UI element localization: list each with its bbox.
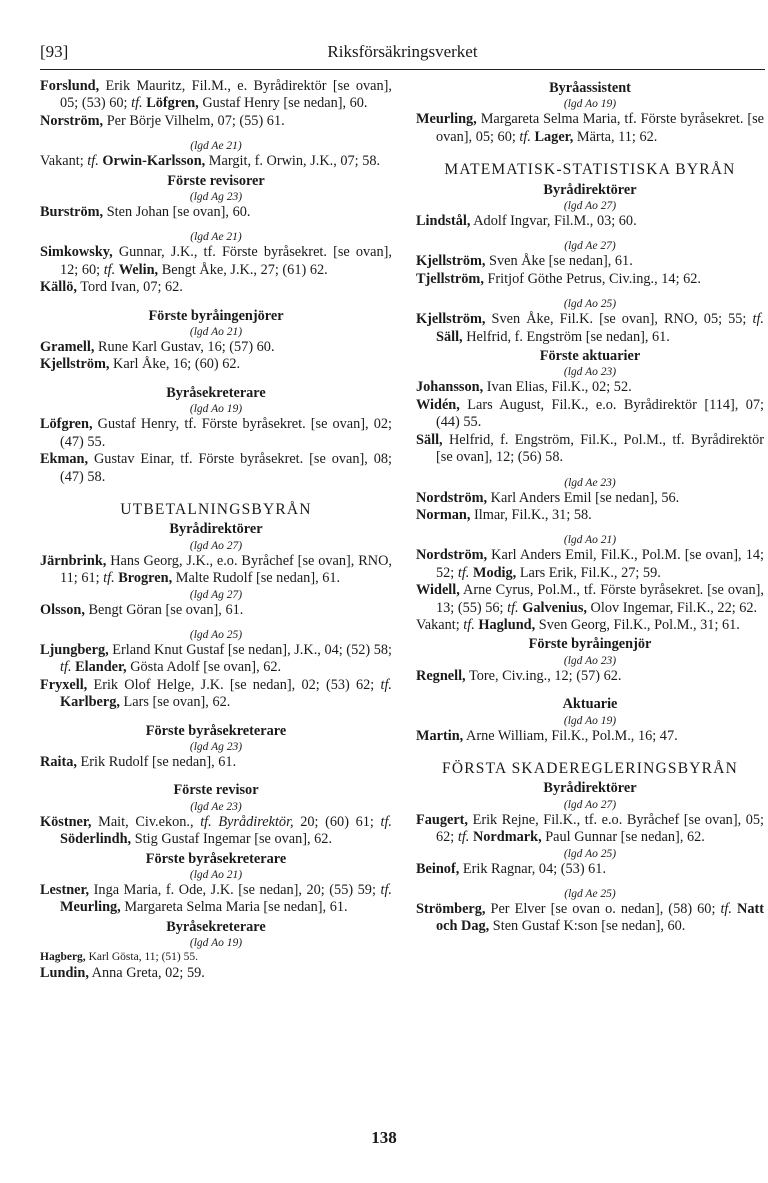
salary-grade: (lgd Ae 23)	[190, 800, 242, 813]
entry-details: Inga Maria, f. Ode, J.K. [se nedan], 20; (55) 59;	[89, 882, 381, 898]
entry-details: Lars Erik, Fil.K., 27; 59.	[516, 564, 661, 581]
person-name: Lestner,	[40, 882, 90, 898]
person-name: Hagberg,	[40, 951, 86, 964]
entry-details: Fritjof Göthe Petrus, Civ.ing., 14; 62.	[483, 270, 701, 287]
acting-marker: tf.	[507, 599, 519, 616]
personnel-entry	[40, 965, 392, 982]
spacer	[416, 685, 764, 694]
entry-details: Malte Rudolf [se nedan], 61.	[172, 570, 341, 587]
entry-details: Erik Ragnar, 04; (53) 61.	[459, 860, 607, 877]
running-title: Riksförsäkringsverket	[327, 42, 478, 61]
salary-grade: (lgd Ag 23)	[189, 191, 243, 204]
personnel-entry	[416, 507, 764, 524]
person-name: Norström,	[40, 112, 104, 129]
entry-details: Erik Rejne, Fil.K., tf. e.o. Byråchef [se ovan], 05; 62;	[436, 811, 764, 846]
spacer	[40, 619, 392, 628]
acting-marker: tf. Byrådirektör,	[200, 813, 294, 830]
person-name: Fryxell,	[40, 676, 88, 693]
position-heading: Byrådirektörer	[169, 521, 263, 538]
personnel-entry	[40, 950, 392, 965]
salary-grade: (lgd Ao 19)	[563, 98, 617, 111]
person-name: Simkowsky,	[40, 244, 113, 261]
entry-details: Anna Greta, 02; 59.	[88, 965, 205, 982]
person-name: Widén,	[416, 396, 460, 413]
person-name: Söderlindh,	[60, 831, 132, 848]
personnel-entry	[416, 271, 764, 288]
entry-details: Gustaf Henry, tf. Förste byråsekret. [se ovan], 02; (47) 55.	[60, 416, 392, 450]
entry-details: Sven Georg, Fil.K., Pol.M., 31; 61.	[535, 616, 740, 633]
entry-details: Per Elver [se ovan o. nedan], (58) 60;	[485, 901, 721, 917]
bureau-heading: UTBETALNINGSBYRÅN	[120, 500, 312, 518]
person-name: Martin,	[416, 727, 464, 744]
position-heading: Förste byråingenjörer	[148, 307, 284, 324]
person-name: Kjellström,	[416, 311, 486, 328]
personnel-entry	[416, 728, 764, 745]
salary-grade: (lgd Ae 23)	[564, 476, 616, 489]
entry-details: Tord Ivan, 07; 62.	[76, 279, 183, 296]
salary-grade: (lgd Ao 27)	[563, 200, 617, 213]
position-heading: Byråsekreterare	[166, 384, 266, 401]
entry-details: Ilmar, Fil.K., 31; 58.	[470, 506, 592, 523]
personnel-entry	[416, 668, 764, 685]
entry-details: Rune Karl Gustav, 16; (57) 60.	[94, 339, 275, 356]
person-name: Löfgren,	[40, 416, 93, 433]
salary-grade: (lgd Ag 23)	[189, 740, 243, 753]
personnel-entry	[416, 432, 764, 467]
personnel-entry	[416, 397, 764, 432]
personnel-entry	[40, 204, 392, 221]
entry-details: Sten Gustaf K:son [se nedan], 60.	[489, 918, 686, 935]
person-name: Gramell,	[40, 339, 95, 356]
person-name: Widell,	[416, 582, 460, 599]
entry-details: Hans Georg, J.K., e.o. Byråchef [se ovan], RNO, 11; 61;	[60, 552, 392, 587]
personnel-entry	[40, 279, 392, 296]
personnel-entry	[40, 78, 392, 113]
person-name: Raita,	[40, 753, 77, 770]
person-name: Forslund,	[40, 78, 100, 94]
position-heading: Byråsekreterare	[166, 918, 266, 935]
acting-marker: tf.	[457, 829, 470, 846]
position-heading: Byrådirektörer	[543, 780, 637, 797]
entry-details: Olov Ingemar, Fil.K., 22; 62.	[586, 599, 758, 616]
entry-details: Erland Knut Gustaf [se nedan], J.K., 04; (52) 58;	[108, 641, 392, 658]
entry-details: Per Börje Vilhelm, 07; (55) 61.	[103, 112, 285, 129]
person-name: Johansson,	[416, 379, 484, 396]
personnel-entry	[40, 814, 392, 849]
person-name: Nordmark,	[472, 829, 542, 846]
acting-marker: tf.	[380, 813, 393, 830]
position-heading: Byråassistent	[549, 80, 631, 96]
personnel-entry	[416, 311, 764, 346]
entry-details: Margit, f. Orwin, J.K., 07; 58.	[205, 153, 381, 170]
salary-grade: (lgd Ae 25)	[564, 888, 616, 900]
acting-marker: tf.	[131, 95, 143, 112]
entry-details: Gösta Adolf [se ovan], 62.	[126, 659, 282, 676]
personnel-entry	[416, 812, 764, 847]
entry-details: Erik Rudolf [se nedan], 61.	[76, 753, 237, 770]
person-name: Köstner,	[40, 813, 92, 830]
personnel-entry	[40, 339, 392, 356]
left-column	[40, 78, 392, 983]
personnel-entry	[416, 213, 764, 230]
acting-marker: tf.	[103, 261, 116, 278]
entry-details: Tore, Civ.ing., 12; (57) 62.	[465, 667, 622, 684]
entry-details: Paul Gunnar [se nedan], 62.	[541, 829, 705, 846]
entry-details: Lars [se ovan], 62.	[119, 694, 231, 711]
personnel-entry	[40, 244, 392, 279]
acting-marker: tf.	[60, 659, 72, 676]
person-name: Kjellström,	[40, 356, 110, 373]
salary-grade: (lgd Ao 23)	[563, 366, 617, 379]
acting-marker: tf.	[380, 676, 392, 693]
person-name: Nordström,	[416, 489, 488, 506]
salary-grade: (lgd Ae 27)	[564, 240, 616, 253]
person-name: Beinof,	[416, 860, 460, 877]
entry-details: Erik Olof Helge, J.K. [se nedan], 02; (53) 62;	[87, 676, 381, 693]
acting-marker: tf.	[103, 570, 115, 587]
entry-details: Margareta Selma Maria, tf. Förste byråsekret. [se ovan], 05; 60;	[436, 111, 764, 145]
entry-details: Vakant;	[40, 153, 88, 170]
salary-grade: (lgd Ao 27)	[563, 798, 617, 811]
salary-grade: (lgd Ag 27)	[189, 588, 243, 601]
position-heading: Förste revisor	[173, 782, 259, 799]
personnel-entry	[416, 617, 764, 634]
position-heading: Aktuarie	[562, 696, 618, 713]
position-heading: Förste byråsekreterare	[145, 722, 287, 739]
person-name: Meurling,	[60, 899, 121, 916]
entry-details: Karl Gösta, 11; (51) 55.	[85, 951, 199, 964]
personnel-entry	[416, 111, 764, 146]
acting-marker: tf.	[720, 901, 732, 917]
position-heading: Byrådirektörer	[543, 181, 637, 198]
spacer	[40, 130, 392, 139]
personnel-entry	[40, 416, 392, 451]
acting-marker: tf.	[87, 153, 99, 170]
person-name: Haglund,	[478, 616, 536, 633]
personnel-entry	[416, 582, 764, 617]
entry-details: Sven Åke [se nedan], 61.	[485, 253, 633, 270]
entry-details: Sten Johan [se ovan], 60.	[103, 204, 251, 221]
personnel-entry	[40, 451, 392, 486]
running-header	[40, 42, 765, 68]
entry-details: Arne William, Fil.K., Pol.M., 16; 47.	[463, 727, 678, 744]
person-name: Tjellström,	[416, 270, 484, 287]
personnel-entry	[40, 153, 392, 170]
entry-details: Karl Åke, 16; (60) 62.	[109, 356, 241, 373]
person-name: Karlberg,	[60, 694, 120, 711]
person-name: Nordström,	[416, 547, 488, 564]
personnel-entry	[416, 253, 764, 270]
position-heading: Förste aktuarier	[539, 348, 641, 365]
salary-grade: (lgd Ao 25)	[189, 628, 243, 641]
entry-details: Gunnar, J.K., tf. Förste byråsekret. [se ovan], 12; 60;	[60, 244, 392, 278]
header-rule	[40, 69, 765, 70]
acting-marker: tf.	[380, 882, 392, 898]
person-name: Olsson,	[40, 601, 85, 618]
entry-details: Ivan Elias, Fil.K., 02; 52.	[483, 379, 632, 396]
person-name: Galvenius,	[522, 599, 587, 616]
person-name: Strömberg,	[416, 901, 486, 917]
spacer	[416, 524, 764, 533]
entry-details: Helfrid, f. Engström, Fil.K., Pol.M., tf. Byrådirektör [se ovan], 12; (56) 58.	[436, 431, 764, 466]
entry-details: Vakant;	[416, 616, 464, 633]
salary-grade: (lgd Ao 25)	[563, 847, 617, 860]
entry-details: Karl Anders Emil [se nedan], 56.	[487, 489, 680, 506]
person-name: Lindstål,	[416, 213, 471, 230]
bureau-heading: FÖRSTA SKADEREGLERINGSBYRÅN	[442, 759, 738, 777]
person-name: Regnell,	[416, 667, 466, 684]
spacer	[416, 878, 764, 887]
spacer	[416, 288, 764, 297]
acting-marker: tf.	[457, 564, 470, 581]
entry-details: Märta, 11; 62.	[573, 128, 658, 145]
salary-grade: (lgd Ao 19)	[563, 714, 617, 727]
entry-details: Gustav Einar, tf. Förste byråsekret. [se ovan], 08; (47) 58.	[60, 451, 392, 485]
personnel-entry	[416, 379, 764, 396]
spacer	[416, 467, 764, 476]
spacer	[40, 221, 392, 230]
person-name: Faugert,	[416, 811, 469, 828]
person-name: Elander,	[75, 659, 127, 676]
position-heading: Förste revisorer	[167, 172, 265, 189]
entry-details: Gustaf Henry [se nedan], 60.	[198, 95, 368, 112]
person-name: Welin,	[118, 261, 159, 278]
person-name: Lundin,	[40, 965, 89, 982]
personnel-entry	[40, 677, 392, 712]
personnel-entry	[40, 754, 392, 771]
salary-grade: (lgd Ao 25)	[563, 298, 617, 311]
person-name: Brogren,	[118, 570, 173, 587]
spacer	[40, 374, 392, 383]
entry-details: Arne Cyrus, Pol.M., tf. Förste byråsekret. [se ovan], 13; (55) 56;	[436, 582, 764, 616]
spacer	[40, 712, 392, 721]
salary-grade: (lgd Ao 23)	[563, 654, 617, 667]
entry-details: Mait, Civ.ekon.,	[91, 813, 201, 830]
person-name: Källö,	[40, 279, 77, 296]
personnel-entry	[40, 113, 392, 130]
person-name: Kjellström,	[416, 253, 486, 270]
entry-details: Bengt Åke, J.K., 27; (61) 62.	[158, 261, 328, 278]
salary-grade: (lgd Ao 27)	[189, 539, 243, 552]
person-name: Säll,	[416, 431, 443, 448]
entry-details: Helfrid, f. Engström [se nedan], 61.	[462, 328, 670, 345]
entry-details: Bengt Göran [se ovan], 61.	[84, 601, 244, 618]
person-name: Lager,	[534, 128, 574, 145]
personnel-entry	[416, 861, 764, 878]
person-name: Säll,	[436, 328, 463, 345]
personnel-entry	[40, 602, 392, 619]
entry-details: 20; (60) 61;	[293, 813, 381, 830]
acting-marker: tf.	[752, 311, 764, 328]
person-name: Järnbrink,	[40, 552, 107, 569]
personnel-entry	[40, 553, 392, 588]
page-reference: [93]	[40, 42, 69, 61]
salary-grade: (lgd Ao 21)	[189, 326, 243, 339]
position-heading: Förste byråingenjör	[528, 636, 652, 653]
personnel-entry	[40, 882, 392, 917]
spacer	[40, 297, 392, 306]
salary-grade: (lgd Ae 21)	[190, 231, 242, 244]
spacer	[40, 771, 392, 780]
salary-grade: (lgd Ae 21)	[190, 140, 242, 153]
bureau-heading: MATEMATISK-STATISTISKA BYRÅN	[444, 161, 736, 179]
entry-details: Adolf Ingvar, Fil.M., 03; 60.	[470, 213, 637, 230]
salary-grade: (lgd Ao 21)	[189, 869, 243, 881]
entry-details: Lars August, Fil.K., e.o. Byrådirektör [114], 07; (44) 55.	[436, 396, 764, 431]
acting-marker: tf.	[463, 616, 475, 633]
personnel-entry	[40, 642, 392, 677]
person-name: Burström,	[40, 204, 104, 221]
person-name: Orwin-Karlsson,	[102, 153, 206, 170]
personnel-entry	[40, 356, 392, 373]
position-heading: Förste byråsekreterare	[145, 850, 287, 867]
entry-details: Sven Åke, Fil.K. [se ovan], RNO, 05; 55;	[485, 311, 753, 328]
page-number: 138	[371, 1128, 397, 1147]
right-column	[416, 78, 764, 936]
salary-grade: (lgd Ao 19)	[189, 937, 243, 950]
entry-details: Margareta Selma Maria [se nedan], 61.	[120, 899, 348, 916]
personnel-entry	[416, 490, 764, 507]
person-name: Norman,	[416, 506, 471, 523]
entry-details: Erik Mauritz, Fil.M., e. Byrådirektör [se ovan], 05; (53) 60;	[60, 78, 392, 112]
person-name: Modig,	[472, 564, 517, 581]
person-name: Ljungberg,	[40, 641, 109, 658]
acting-marker: tf.	[519, 128, 531, 145]
entry-details: Stig Gustaf Ingemar [se ovan], 62.	[131, 831, 333, 848]
personnel-entry	[416, 547, 764, 582]
entry-details: Karl Anders Emil, Fil.K., Pol.M. [se ovan], 14; 52;	[436, 547, 764, 581]
person-name: Ekman,	[40, 451, 89, 468]
person-name: Löfgren,	[146, 95, 199, 112]
salary-grade: (lgd Ao 19)	[189, 403, 243, 416]
salary-grade: (lgd Ao 21)	[563, 534, 617, 547]
person-name: Meurling,	[416, 111, 477, 128]
spacer	[416, 230, 764, 239]
person-name: Natt och Dag,	[436, 901, 764, 935]
personnel-entry	[416, 901, 764, 936]
